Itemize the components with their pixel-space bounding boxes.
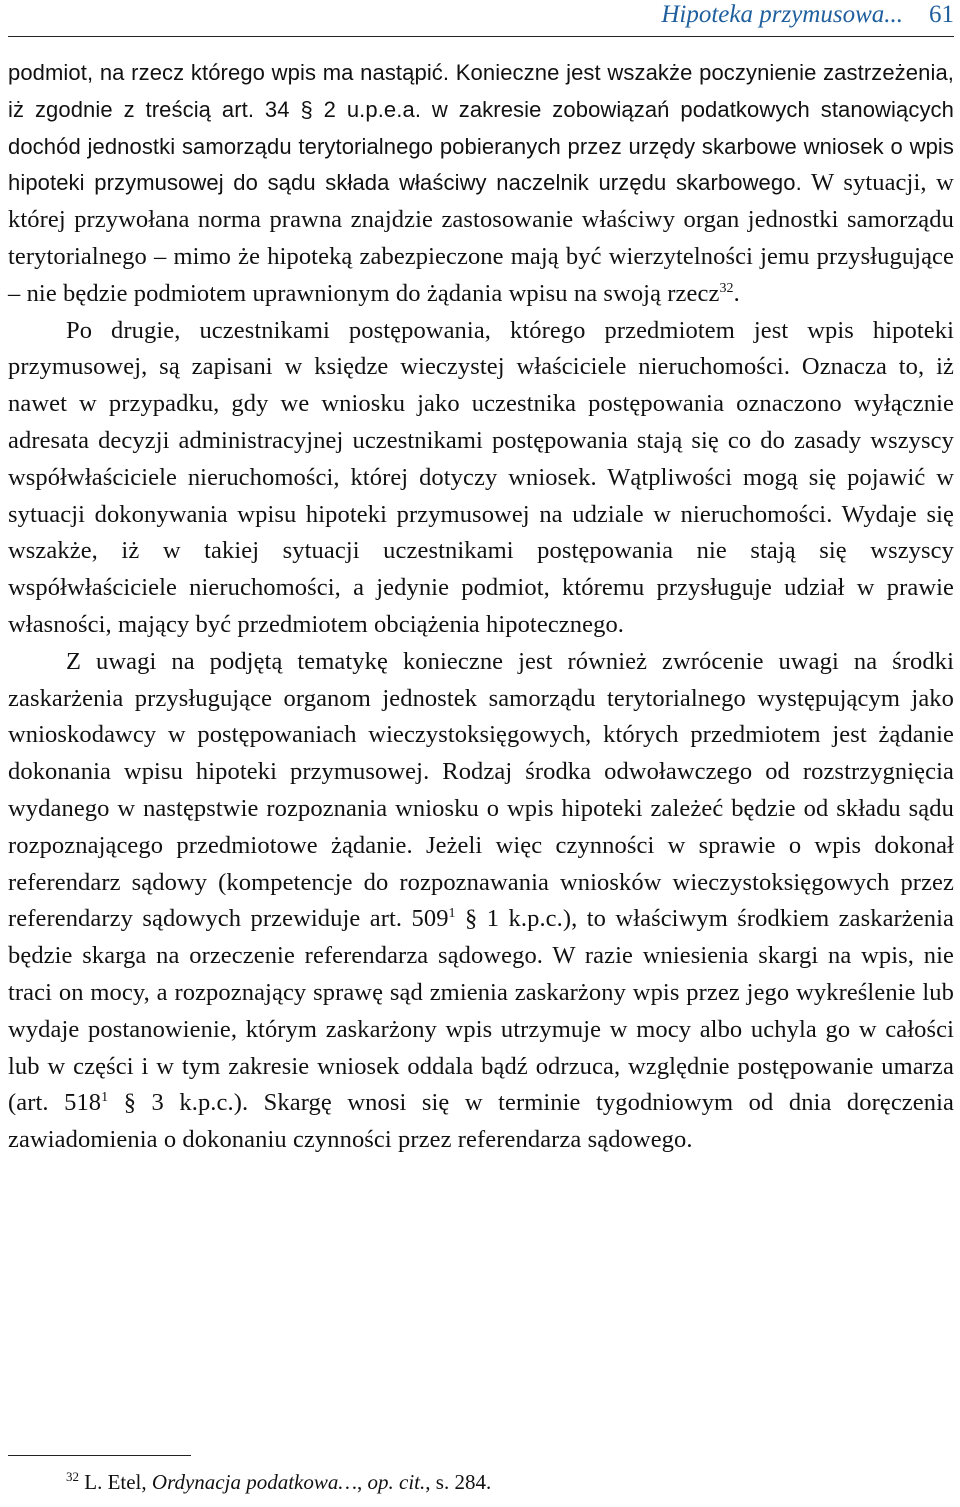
paragraph-3-part-b: § 1 k.p.c.), to właściwym środkiem zaskarżenia będzie skarga na orzeczenie referendarza sądowego. W razie wniesienia skargi na wpis, nie traci on mocy, a rozpoznający sprawę sąd zmienia zaskarżony wpis przez jego wykreślenie lub wydaje postanowienie, którym zaskarżony wpis utrzymuje w mocy albo uchyla go w całości lub w części i w tym zakresie wniosek oddala bądź odrzuca, względnie postępowanie umarza (art. 518: [8, 905, 954, 1117]
body-text: [8, 55, 954, 1159]
footnote-ref-32[interactable]: 32: [719, 280, 734, 296]
footnote-sep: ,: [357, 1470, 368, 1494]
footnote-author: L. Etel,: [79, 1470, 152, 1494]
footnote-32: [66, 1468, 491, 1496]
article-superscript-2: 1: [101, 1090, 109, 1106]
page-number: 61: [929, 1, 954, 28]
paragraph-1: [8, 55, 954, 313]
footnote-work-title: Ordynacja podatkowa…: [151, 1470, 358, 1494]
footnote-number: 32: [66, 1469, 79, 1484]
paragraph-3-part-c: § 3 k.p.c.). Skargę wnosi się w terminie tygodniowym od dnia doręczenia zawiadomienia o dokonaniu czynności przez referendarza sądowego.: [8, 1089, 954, 1154]
paragraph-1-serif-span: W sytuacji, w której przywołana norma prawna znajdzie zastosowanie właściwy organ jednostki samorządu terytorialnego – mimo że hipoteką zabezpieczone mają być wierzytelności jemu przysługujące – nie będzie podmiotem uprawnionym do żądania wpisu na swoją rzecz: [8, 169, 954, 307]
running-header: [8, 0, 954, 37]
paragraph-1-sans-span: podmiot, na rzecz którego wpis ma nastąpić. Konieczne jest wszakże poczynienie zastrzeżenia, iż zgodnie z treścią art. 34 § 2 u.p.e.a. w zakresie zobowiązań podatkowych stanowiących dochód jednostki samorządu terytorialnego pobieranych przez urzędy skarbowe wniosek o wpis hipoteki przymusowej do sądu składa właściwy naczelnik urzędu skarbowego.: [8, 60, 954, 196]
article-superscript-1: 1: [448, 906, 456, 922]
paragraph-1-end: .: [733, 279, 740, 307]
paragraph-3: [8, 644, 954, 1159]
footnote-separator: [8, 1455, 191, 1456]
header-title: Hipoteka przymusowa...: [661, 1, 903, 28]
footnote-op-cit: op. cit.: [367, 1470, 426, 1494]
paragraph-2: Po drugie, uczestnikami postępowania, którego przedmiotem jest wpis hipoteki przymusowej, są zapisani w księdze wieczystej właściciele nieruchomości. Oznacza to, iż nawet w przypadku, gdy we wniosku jako uczestnika postępowania oznaczono wyłącznie adresata decyzji administracyjnej uczestnikami postępowania stają się co do zasady wszyscy współwłaściciele nieruchomości, której dotyczy wniosek. Wątpliwości mogą się pojawić w sytuacji dokonywania wpisu hipoteki przymusowej na udziale w nieruchomości. Wydaje się wszakże, iż w takiej sytuacji uczestnikami postępowania nie stają się wszyscy współwłaściciele nieruchomości, a jedynie podmiot, któremu przysługuje udział w prawie własności, mający być przedmiotem obciążenia hipotecznego.: [8, 316, 954, 638]
document-page: [8, 0, 954, 1507]
footnote-page: , s. 284.: [425, 1470, 492, 1494]
paragraph-3-part-a: Z uwagi na podjętą tematykę konieczne jest również zwrócenie uwagi na środki zaskarżenia przysługujące organom jednostek samorządu terytorialnego występującym jako wnioskodawcy w postępowaniach wieczystoksięgowych, których przedmiotem jest żądanie dokonania wpisu hipoteki przymusowej. Rodzaj środka odwoławczego od rozstrzygnięcia wydanego w następstwie rozpoznania wniosku o wpis hipoteki zależeć będzie od składu sądu rozpoznającego przedmiotowe żądanie. Jeżeli więc czynności w sprawie o wpis dokonał referendarz sądowy (kompetencje do rozpoznawania wniosków wieczystoksięgowych przez referendarzy sądowych przewiduje art. 509: [8, 647, 954, 933]
